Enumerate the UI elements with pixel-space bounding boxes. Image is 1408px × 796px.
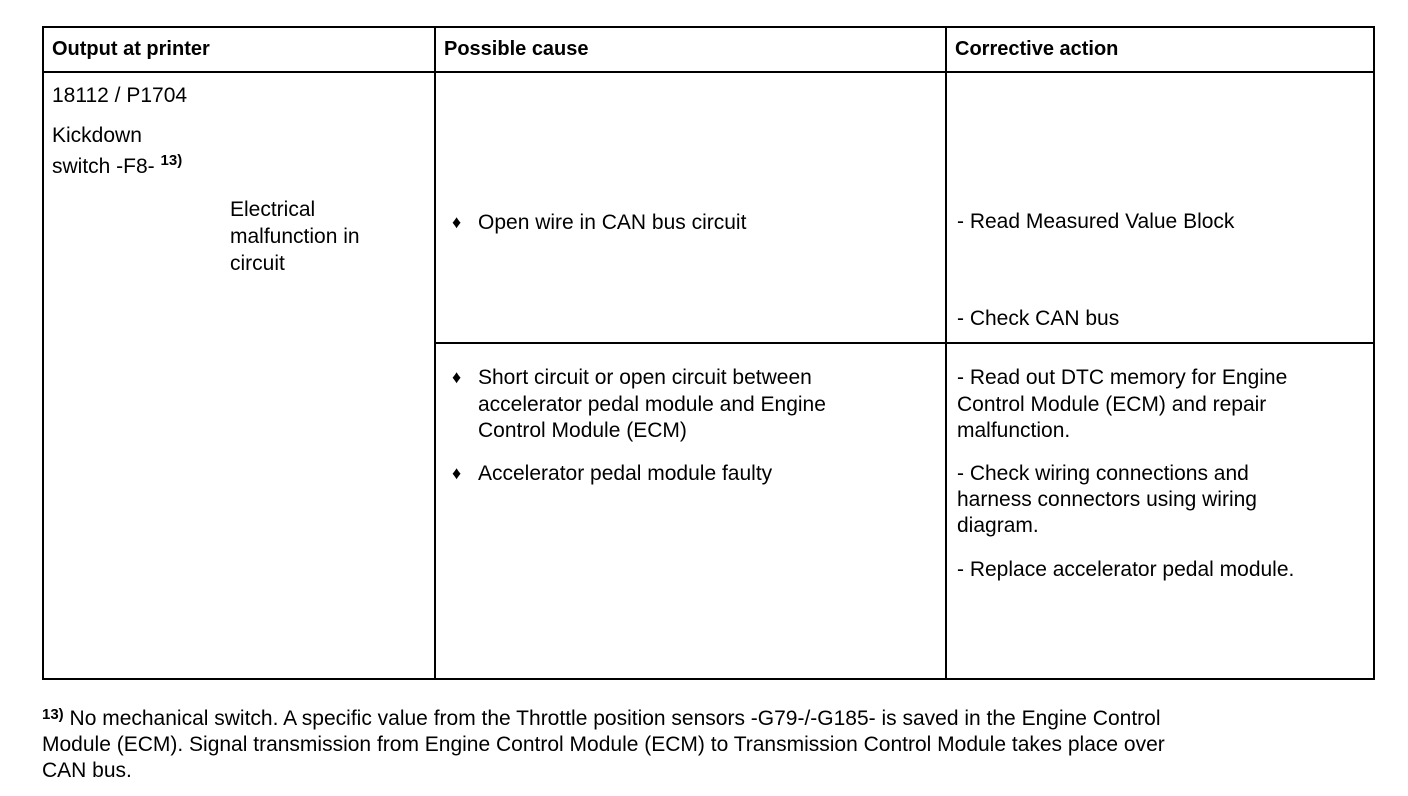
component-name-line2 xyxy=(52,154,182,180)
bullet-icon: ♦ xyxy=(452,463,462,483)
action-check-wiring-line3: diagram. xyxy=(957,514,1039,537)
fault-code: 18112 / P1704 xyxy=(52,84,188,107)
diagnostic-table xyxy=(42,26,1375,680)
footnote-marker: 13) xyxy=(42,706,64,723)
header-cause: Possible cause xyxy=(435,27,946,72)
header-output: Output at printer xyxy=(43,27,435,72)
fault-type-line2: malfunction in xyxy=(230,225,360,248)
action-check-wiring-line1: - Check wiring connections and xyxy=(957,462,1249,485)
action-read-dtc-line1: - Read out DTC memory for Engine xyxy=(957,366,1288,389)
action-cell-2 xyxy=(946,343,1374,679)
cause-cell-2 xyxy=(435,343,946,679)
bullet-icon: ♦ xyxy=(452,367,462,387)
cause-short-circuit-line1: Short circuit or open circuit between xyxy=(478,366,812,389)
action-check-can: - Check CAN bus xyxy=(957,307,1120,330)
footnote-reference: 13) xyxy=(160,152,183,169)
footnote-line2: Module (ECM). Signal transmission from Engine Control Module (ECM) to Transmission Control Module takes place over xyxy=(42,733,1165,756)
action-cell-1 xyxy=(946,72,1374,343)
table-header-row xyxy=(43,27,1374,72)
component-name-line1: Kickdown xyxy=(52,124,142,147)
action-check-wiring-line2: harness connectors using wiring xyxy=(957,488,1257,511)
bullet-icon: ♦ xyxy=(452,212,462,232)
footnote-line3: CAN bus. xyxy=(42,759,132,782)
cause-short-circuit-line3: Control Module (ECM) xyxy=(478,419,687,442)
header-action: Corrective action xyxy=(946,27,1374,72)
action-read-dtc-line3: malfunction. xyxy=(957,419,1071,442)
output-cell xyxy=(43,72,435,679)
action-replace-pedal: - Replace accelerator pedal module. xyxy=(957,558,1295,581)
cause-open-wire: Open wire in CAN bus circuit xyxy=(478,211,747,234)
cause-pedal-faulty: Accelerator pedal module faulty xyxy=(478,462,773,485)
table-row xyxy=(43,72,1374,343)
fault-type-line1: Electrical xyxy=(230,198,316,221)
component-name-text: switch -F8- xyxy=(52,155,155,178)
action-read-dtc-line2: Control Module (ECM) and repair xyxy=(957,393,1267,416)
footnote-text-line1: No mechanical switch. A specific value from the Throttle position sensors -G79-/-G185- is saved in the Engine Control xyxy=(69,707,1161,730)
action-read-measured: - Read Measured Value Block xyxy=(957,210,1235,233)
fault-type-line3: circuit xyxy=(230,252,285,275)
cause-cell-1 xyxy=(435,72,946,343)
cause-short-circuit-line2: accelerator pedal module and Engine xyxy=(478,393,826,416)
footnote xyxy=(42,706,1342,784)
footnote-line1 xyxy=(42,706,1342,732)
